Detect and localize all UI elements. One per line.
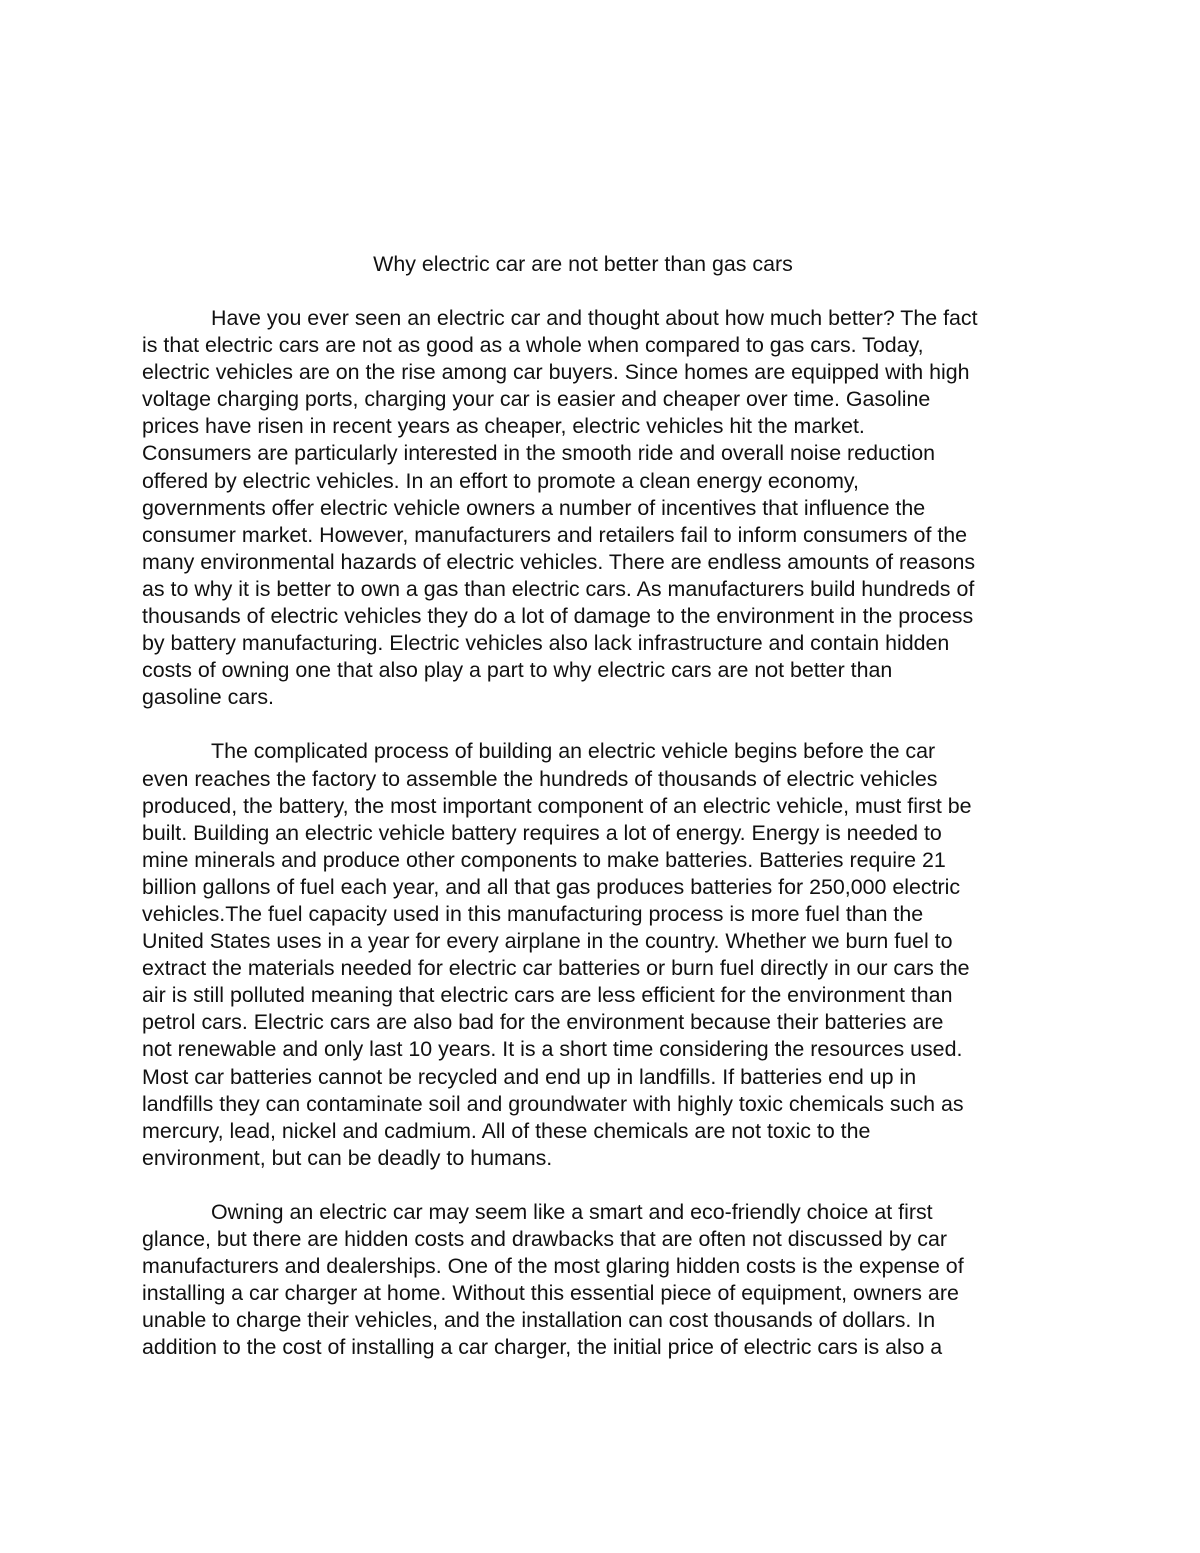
text-line: thousands of electric vehicles they do a lot of damage to the environment in the process (142, 604, 974, 629)
text-line: Most car batteries cannot be recycled and end up in landfills. If batteries end up in (142, 1064, 917, 1089)
text-line: not renewable and only last 10 years. It is a short time considering the resources used. (142, 1037, 963, 1062)
text-line: mine minerals and produce other components to make batteries. Batteries require 21 (142, 847, 946, 872)
text-line: manufacturers and dealerships. One of the most glaring hidden costs is the expense of (142, 1254, 964, 1279)
text-line: United States uses in a year for every airplane in the country. Whether we burn fuel to (142, 929, 953, 954)
text-line: governments offer electric vehicle owners a number of incentives that influence the (142, 495, 926, 520)
text-line: built. Building an electric vehicle battery requires a lot of energy. Energy is needed to (142, 820, 942, 845)
text-line: consumer market. However, manufacturers and retailers fail to inform consumers of the (142, 522, 968, 547)
text-line: extract the materials needed for electric car batteries or burn fuel directly in our cars the (142, 956, 970, 981)
text-line: prices have risen in recent years as cheaper, electric vehicles hit the market. (142, 414, 865, 439)
text-line: produced, the battery, the most important component of an electric vehicle, must first be (142, 793, 972, 818)
paragraph-1 (142, 305, 1062, 711)
document-body (142, 305, 1062, 1388)
text-line: offered by electric vehicles. In an effort to promote a clean energy economy, (142, 468, 859, 493)
paragraph-3 (142, 1199, 1062, 1362)
text-line: addition to the cost of installing a car charger, the initial price of electric cars is also a (142, 1335, 943, 1360)
text-line: Consumers are particularly interested in the smooth ride and overall noise reduction (142, 441, 936, 466)
text-line: mercury, lead, nickel and cadmium. All of these chemicals are not toxic to the (142, 1118, 871, 1143)
text-line: air is still polluted meaning that electric cars are less efficient for the environment than (142, 983, 953, 1008)
text-line: by battery manufacturing. Electric vehicles also lack infrastructure and contain hidden (142, 631, 950, 656)
text-line: billion gallons of fuel each year, and all that gas produces batteries for 250,000 electric (142, 874, 961, 899)
text-line: environment, but can be deadly to humans. (142, 1145, 553, 1170)
text-line: The complicated process of building an electric vehicle begins before the car (211, 739, 936, 764)
paragraph-2 (142, 738, 1062, 1172)
text-line: costs of owning one that also play a part to why electric cars are not better than (142, 658, 893, 683)
text-line: installing a car charger at home. Without this essential piece of equipment, owners are (142, 1281, 959, 1306)
text-line: landfills they can contaminate soil and groundwater with highly toxic chemicals such as (142, 1091, 964, 1116)
text-line: electric vehicles are on the rise among car buyers. Since homes are equipped with high (142, 360, 970, 385)
text-line: as to why it is better to own a gas than electric cars. As manufacturers build hundreds of (142, 576, 975, 601)
text-line: is that electric cars are not as good as a whole when compared to gas cars. Today, (142, 333, 924, 358)
text-line: unable to charge their vehicles, and the installation can cost thousands of dollars. In (142, 1308, 936, 1333)
text-line: Have you ever seen an electric car and thought about how much better? The fact (211, 306, 978, 330)
text-line: petrol cars. Electric cars are also bad for the environment because their batteries are (142, 1010, 944, 1035)
text-line: many environmental hazards of electric vehicles. There are endless amounts of reasons (142, 549, 976, 574)
text-line: vehicles.The fuel capacity used in this manufacturing process is more fuel than the (142, 901, 924, 926)
text-line: even reaches the factory to assemble the hundreds of thousands of electric vehicles (142, 766, 938, 791)
document-title: Why electric car are not better than gas cars (373, 252, 793, 276)
text-line: gasoline cars. (142, 685, 274, 710)
text-line: Owning an electric car may seem like a smart and eco-friendly choice at first (211, 1199, 933, 1224)
text-line: voltage charging ports, charging your car is easier and cheaper over time. Gasoline (142, 387, 931, 412)
text-line: glance, but there are hidden costs and drawbacks that are often not discussed by car (142, 1227, 948, 1251)
